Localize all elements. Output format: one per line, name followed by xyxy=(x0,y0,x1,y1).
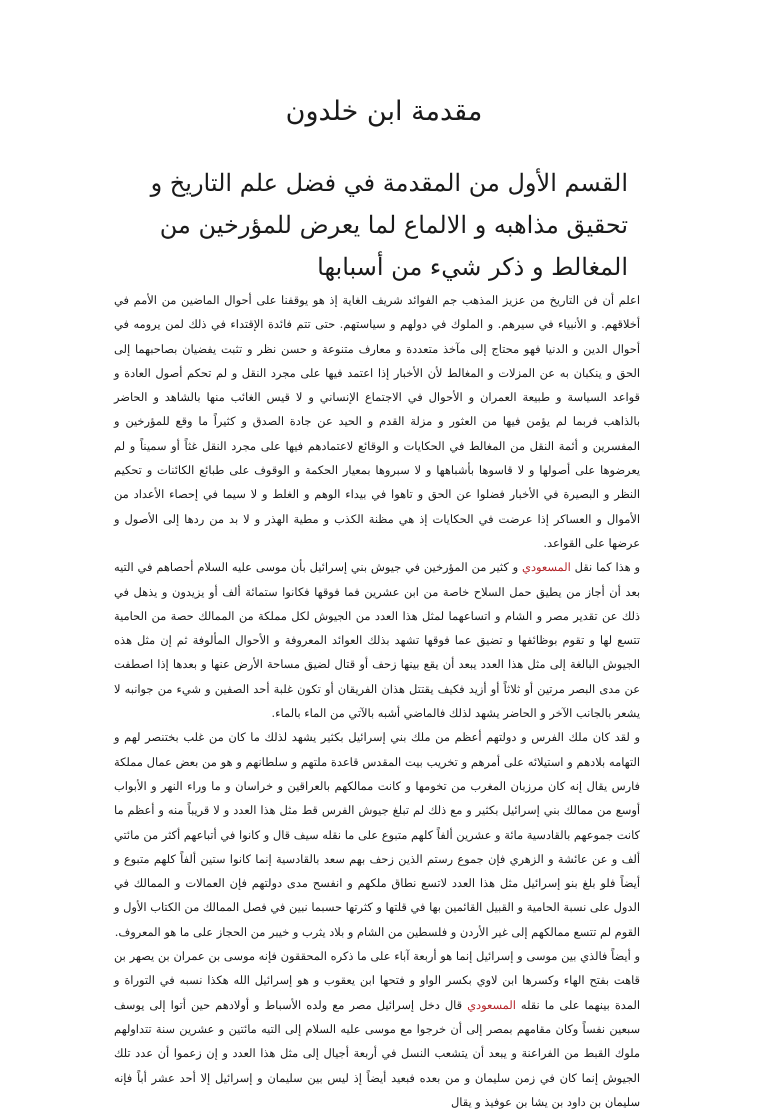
highlighted-name: المسعودي xyxy=(522,560,571,575)
text-run: قال دخل إسرائيل مصر مع ولده الأسباط و أولادهم حين أتوا إلى يوسف سبعين نفساً وكان مقامهم بمصر إلى أن خرجوا مع موسى عليه السلام إلى التيه مائتين و عشرين سنة تتداولهم ملوك القبط من الفراعنة و يبعد أن يتشعب النسل في أربعة أجيال إلى مثل هذا العدد و إن زعموا أن عدد تلك الجيوش إنما كان في زمن سليمان و من بعده فبعيد أيضاً إذ ليس بين سليمان و إسرائيل إلا أحد عشر أباً فإنه سليمان بن داود بن يشا بن عوفيذ و يقال xyxy=(114,997,640,1109)
text-run: اعلم أن فن التاريخ من عزيز المذهب جم الفوائد شريف الغاية إذ هو يوقفنا على أحوال الماضين من الأمم في أخلاقهم. و الأنبياء في سيرهم. و الملوك في دولهم و سياستهم. حتى تتم فائدة الإقتداء في ذلك لمن يرومه في أحوال الدين و الدنيا فهو محتاج إلى مآخذ متعددة و معارف متنوعة و حسن نظر و تثبت يفضيان بصاحبهما إلى الحق و ينكبان به عن المزلات و المغالط لأن الأخبار إذا اعتمد فيها على مجرد النقل و لم تحكم أصول العادة و قواعد السياسة و طبيعة العمران و الأحوال في الاجتماع الإنساني و لا قيس الغائب منها بالشاهد و الحاضر بالذاهب فربما لم يؤمن فيها من العثور و مزلة القدم و الحيد عن جادة الصدق و كثيراً ما وقع للمؤرخين و المفسرين و أئمة النقل من المغالط في الحكايات و الوقائع لاعتمادهم فيها على مجرد النقل غثاً أو سميناً و لم يعرضوها على أصولها و لا قاسوها بأشباهها و لا سبروها بمعيار الحكمة و الوقوف على طبائع الكائنات و تحكيم النظر و البصيرة في الأخبار فضلوا عن الحق و تاهوا في بيداء الوهم و الغلط و لا سيما في إحصاء الأعداد من الأموال و العساكر إذا عرضت في الحكايات إذ هي مظنة الكذب و مطية الهذر و لا بد من ردها إلى الأصول و عرضها على القواعد. xyxy=(114,293,640,550)
paragraph-text xyxy=(114,560,640,720)
paragraph xyxy=(114,288,640,555)
paragraph-text xyxy=(114,293,640,550)
document-title: مقدمة ابن خلدون xyxy=(285,96,483,127)
section-heading: القسم الأول من المقدمة في فضل علم التاريخ و تحقيق مذاهبه و الالماع لما يعرض للمؤرخين من المغالط و ذكر شيء من أسبابها xyxy=(150,169,628,281)
paragraph xyxy=(114,725,640,944)
text-run: و كثير من المؤرخين في جيوش بني إسرائيل بأن موسى عليه السلام أحصاهم في التيه بعد أن أجاز من يطيق حمل السلاح خاصة من ابن عشرين فما فوقها فكانوا ستمائة ألف أو يزيدون و يذهل في ذلك عن تقدير مصر و الشام و اتساعهما لمثل هذا العدد من الجيوش لكل مملكة من الممالك حصة من الحامية تتسع لها و تقوم بوظائفها و تضيق عما فوقها تشهد بذلك العوائد المعروفة و الأحوال المألوفة ثم إن مثل هذه الجيوش البالغة إلى مثل هذا العدد يبعد أن يقع بينها زحف أو قتال لضيق مساحة الأرض عنها و بعدها إذا اصطفت عن مدى البصر مرتين أو ثلاثاً أو أزيد فكيف يقتتل هذان الفريقان أو تكون غلبة أحد الصفين و شيء من جوانبه لا يشعر بالجانب الآخر و الحاضر يشهد لذلك فالماضي أشبه بالآتي من الماء بالماء. xyxy=(114,560,640,721)
text-run: و لقد كان ملك الفرس و دولتهم أعظم من ملك بني إسرائيل بكثير يشهد لذلك ما كان من غلب بختنصر لهم و التهامه بلادهم و استيلائه على أمرهم و تخريب بيت المقدس قاعدة ملتهم و سلطانهم و هو من بعض عمال مملكة فارس يقال إنه كان مرزبان المغرب من تخومها و كانت ممالكهم بالعراقين و خراسان و ما وراء النهر و الأبواب أوسع من ممالك بني إسرائيل بكثير و مع ذلك لم تبلغ جيوش الفرس قط مثل هذا العدد و لا قريباً منه و أعظم ما كانت جموعهم بالقادسية مائة و عشرين ألفاً كلهم متبوع على ما نقله سيف قال و كانوا في أتباعهم أكثر من مائتي ألف و عن عائشة و الزهري فإن جموع رستم الذين زحف بهم سعد بالقادسية إنما كانوا ستين ألفاً كلهم متبوع و أيضاً فلو بلغ بنو إسرائيل مثل هذا العدد لاتسع نطاق ملكهم و انفسح مدى دولتهم فإن العمالات و الممالك في الدول على نسبة الحامية و القبيل القائمين بها في قلتها و كثرتها حسبما نبين في فصل الممالك من الكتاب الأول و القوم لم تتسع ممالكهم إلى غير الأردن و فلسطين من الشام و بلاد يثرب و خيبر من الحجاز على ما هو المعروف. xyxy=(114,730,640,939)
highlighted-name: المسعودي xyxy=(467,997,516,1012)
body-text xyxy=(114,288,640,1114)
paragraph-text xyxy=(114,730,640,938)
text-run: و هذا كما نقل xyxy=(570,560,640,575)
paragraph xyxy=(114,944,640,1114)
paragraph-text xyxy=(114,949,640,1109)
text-run: و أيضاً فالذي بين موسى و إسرائيل إنما هو أربعة آباء على ما ذكره المحققون فإنه موسى بن عمران بن يصهر بن قاهت بفتح الهاء وكسرها ابن لاوي بكسر الواو و فتحها ابن يعقوب و هو إسرائيل الله هكذا نسبه في التوراة و المدة بينهما على ما نقله xyxy=(114,949,640,1012)
paragraph xyxy=(114,555,640,725)
